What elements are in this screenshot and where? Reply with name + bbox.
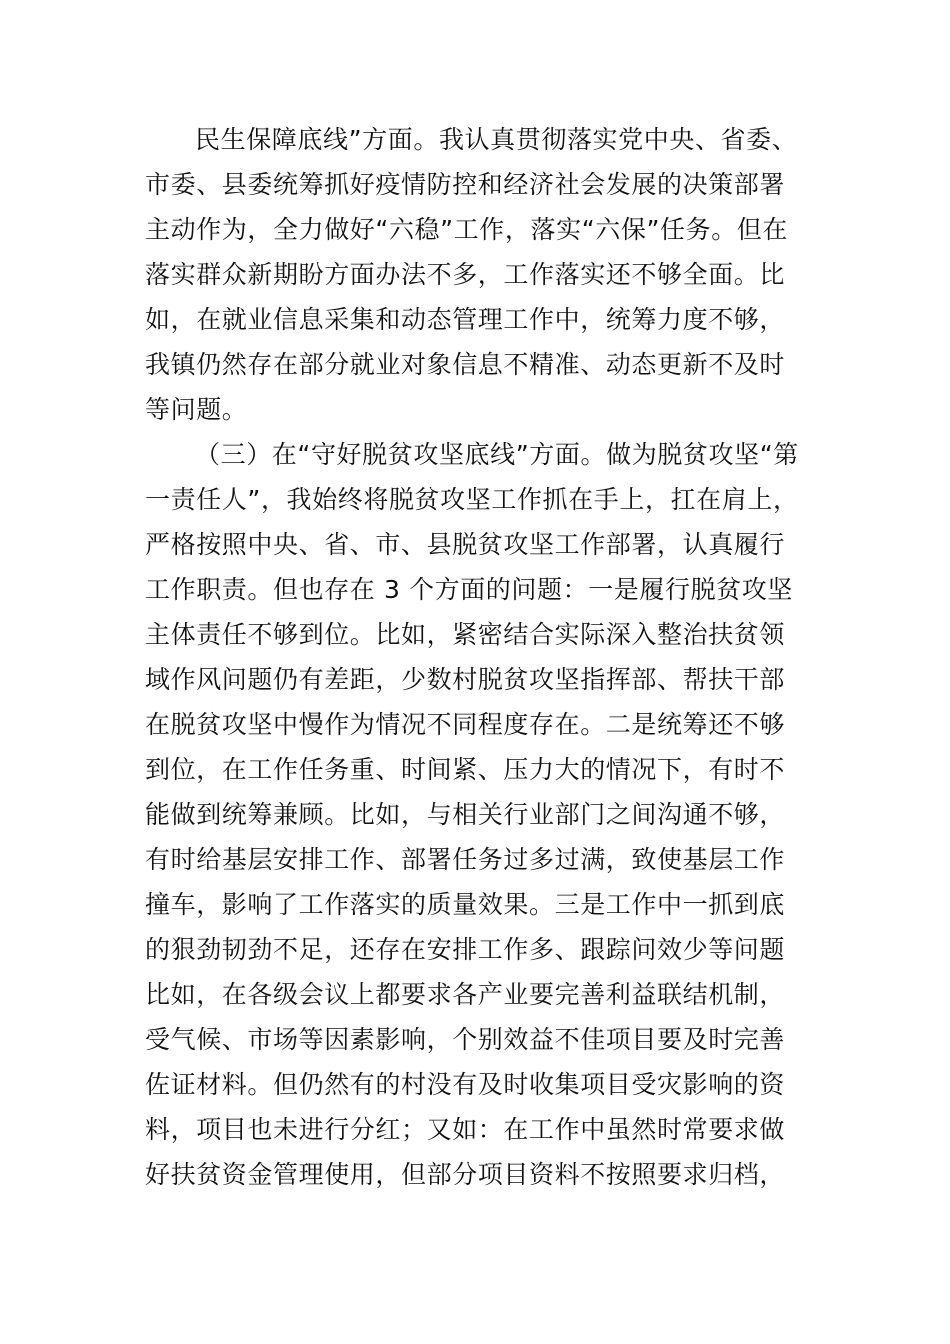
text-line: 工作职责。但也存在 3 个方面的问题：一是履行脱贫攻坚	[145, 575, 794, 604]
text-line: 主体责任不够到位。比如，紧密结合实际深入整治扶贫领	[145, 620, 786, 649]
text-line: 料，项目也未进行分红；又如：在工作中虽然时常要求做	[145, 1115, 786, 1144]
text-line: 落实群众新期盼方面办法不多，工作落实还不够全面。比	[145, 260, 786, 289]
paragraph-livelihood	[145, 117, 810, 432]
document-body	[145, 117, 810, 1197]
text-line: （三）在“守好脱贫攻坚底线”方面。做为脱贫攻坚“第	[195, 440, 799, 469]
text-line: 严格按照中央、省、市、县脱贫攻坚工作部署，认真履行	[145, 530, 786, 559]
text-line: 有时给基层安排工作、部署任务过多过满，致使基层工作	[145, 845, 786, 874]
text-line: 域作风问题仍有差距，少数村脱贫攻坚指挥部、帮扶干部	[145, 665, 786, 694]
text-line: 等问题。	[145, 395, 248, 424]
text-line: 我镇仍然存在部分就业对象信息不精准、动态更新不及时	[145, 350, 786, 379]
paragraph-poverty-alleviation	[145, 432, 810, 1197]
text-line: 到位，在工作任务重、时间紧、压力大的情况下，有时不	[145, 755, 786, 784]
text-line: 如，在就业信息采集和动态管理工作中，统筹力度不够，	[145, 305, 786, 334]
text-line: 比如，在各级会议上都要求各产业要完善利益联结机制，	[145, 980, 786, 1009]
text-line: 在脱贫攻坚中慢作为情况不同程度存在。二是统筹还不够	[145, 710, 786, 739]
text-line: 民生保障底线”方面。我认真贯彻落实党中央、省委、	[195, 125, 798, 154]
text-line: 一责任人”，我始终将脱贫攻坚工作抓在手上，扛在肩上，	[145, 485, 799, 514]
text-line: 主动作为，全力做好“六稳”工作，落实“六保”任务。但在	[145, 215, 789, 244]
text-line: 佐证材料。但仍然有的村没有及时收集项目受灾影响的资	[145, 1070, 786, 1099]
text-line: 受气候、市场等因素影响，个别效益不佳项目要及时完善	[145, 1025, 786, 1054]
text-line: 撞车，影响了工作落实的质量效果。三是工作中一抓到底	[145, 890, 786, 919]
text-line: 的狠劲韧劲不足，还存在安排工作多、跟踪问效少等问题	[145, 935, 786, 964]
text-line: 能做到统筹兼顾。比如，与相关行业部门之间沟通不够，	[145, 800, 786, 829]
text-line: 好扶贫资金管理使用，但部分项目资料不按照要求归档，	[145, 1160, 786, 1189]
text-line: 市委、县委统筹抓好疫情防控和经济社会发展的决策部署	[145, 170, 786, 199]
